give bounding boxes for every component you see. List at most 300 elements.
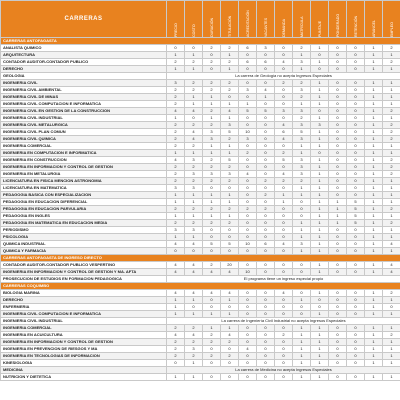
value-cell: 1	[185, 192, 203, 199]
value-cell: 0	[239, 122, 257, 129]
value-cell: 5	[221, 157, 239, 164]
table-row	[1, 122, 400, 129]
value-cell: 1	[365, 353, 383, 360]
value-cell: 2	[293, 45, 311, 52]
value-cell: 0	[239, 311, 257, 318]
value-cell: 0	[239, 290, 257, 297]
value-cell: 2	[203, 262, 221, 269]
value-cell: 0	[329, 171, 347, 178]
value-cell: 1	[257, 94, 275, 101]
career-name: INGENIERIA EN TECNOLOGIAS DE INFORMACION	[1, 353, 167, 360]
table-row	[1, 367, 400, 374]
value-cell: 1	[383, 297, 400, 304]
value-cell: 0	[347, 122, 365, 129]
value-cell: 0	[347, 129, 365, 136]
value-cell: 0	[275, 164, 293, 171]
value-cell: 2	[221, 206, 239, 213]
career-name: PEDAGOGIA EN EDUCACION DIFERENCIAL	[1, 199, 167, 206]
value-cell: 1	[365, 185, 383, 192]
career-name: PSICOLOGIA	[1, 234, 167, 241]
value-cell: 0	[221, 248, 239, 255]
value-cell: 0	[275, 87, 293, 94]
value-cell: 0	[293, 213, 311, 220]
value-cell: 1	[365, 66, 383, 73]
column-header	[275, 1, 293, 38]
value-cell: 0	[329, 241, 347, 248]
value-cell: 0	[275, 206, 293, 213]
value-cell: 0	[257, 122, 275, 129]
column-header	[293, 1, 311, 38]
value-cell: 0	[257, 66, 275, 73]
value-cell: 0	[239, 94, 257, 101]
value-cell: 2	[167, 94, 185, 101]
value-cell: 0	[275, 353, 293, 360]
value-cell: 0	[347, 45, 365, 52]
value-cell: 2	[203, 332, 221, 339]
value-cell: 3	[293, 171, 311, 178]
value-cell: 2	[383, 45, 400, 52]
value-cell: 1	[365, 171, 383, 178]
row-note: El programa tiene un ingreso especial propio	[167, 276, 400, 283]
value-cell: 0	[257, 80, 275, 87]
value-cell: 1	[365, 122, 383, 129]
value-cell: 1	[221, 297, 239, 304]
value-cell: 2	[185, 122, 203, 129]
value-cell: 6	[239, 45, 257, 52]
value-cell: 1	[203, 101, 221, 108]
value-cell: 0	[347, 150, 365, 157]
value-cell: 0	[329, 80, 347, 87]
value-cell: 4	[185, 269, 203, 276]
value-cell: 2	[185, 164, 203, 171]
value-cell: 1	[383, 311, 400, 318]
table-row	[1, 353, 400, 360]
column-header	[365, 1, 383, 38]
value-cell: 1	[203, 94, 221, 101]
table-row	[1, 234, 400, 241]
table-row	[1, 304, 400, 311]
career-name: GEOLOGIA	[1, 73, 167, 80]
value-cell: 2	[167, 136, 185, 143]
value-cell: 2	[203, 220, 221, 227]
value-cell: 1	[185, 374, 203, 381]
value-cell: 10	[239, 241, 257, 248]
table-row	[1, 94, 400, 101]
value-cell: 5	[293, 129, 311, 136]
table-row	[1, 73, 400, 80]
value-cell: 0	[347, 171, 365, 178]
value-cell: 1	[383, 234, 400, 241]
value-cell: 1	[365, 220, 383, 227]
value-cell: 0	[329, 346, 347, 353]
value-cell: 2	[185, 87, 203, 94]
value-cell: 0	[275, 227, 293, 234]
value-cell: 1	[311, 115, 329, 122]
value-cell: 0	[329, 59, 347, 66]
value-cell: 0	[239, 325, 257, 332]
value-cell: 0	[347, 297, 365, 304]
value-cell: 1	[185, 150, 203, 157]
value-cell: 2	[167, 339, 185, 346]
value-cell: 0	[329, 45, 347, 52]
value-cell: 1	[383, 353, 400, 360]
value-cell: 0	[203, 234, 221, 241]
value-cell: 0	[329, 185, 347, 192]
row-note: La carrera de Ingeniería Civil Industrial no acepta Ingresos Especiales	[167, 318, 400, 325]
value-cell: 1	[293, 234, 311, 241]
value-cell: 1	[293, 339, 311, 346]
value-cell: 0	[257, 136, 275, 143]
value-cell: 6	[257, 241, 275, 248]
value-cell: 0	[329, 150, 347, 157]
value-cell: 3	[185, 171, 203, 178]
table-row	[1, 332, 400, 339]
value-cell: 1	[311, 206, 329, 213]
value-cell: 0	[185, 248, 203, 255]
value-cell: 0	[347, 157, 365, 164]
value-cell: 1	[311, 332, 329, 339]
section-label: CARRERAS ANTOFAGASTA	[1, 38, 400, 45]
value-cell: 0	[257, 227, 275, 234]
value-cell: 2	[257, 178, 275, 185]
column-header-label: ACREDITACIÓN	[245, 10, 250, 37]
value-cell: 0	[329, 227, 347, 234]
career-name: PERIODISMO	[1, 227, 167, 234]
value-cell: 1	[383, 248, 400, 255]
value-cell: 1	[311, 192, 329, 199]
career-name: INGENIERIA COMERCIAL	[1, 325, 167, 332]
career-name: INGENIERIA CIVIL INDUSTRIAL	[1, 115, 167, 122]
table-row	[1, 80, 400, 87]
value-cell: 3	[293, 157, 311, 164]
value-cell: 0	[347, 87, 365, 94]
value-cell: 0	[257, 290, 275, 297]
value-cell: 2	[383, 332, 400, 339]
value-cell: 0	[239, 297, 257, 304]
value-cell: 1	[185, 66, 203, 73]
value-cell: 1	[167, 213, 185, 220]
value-cell: 0	[275, 339, 293, 346]
table-row	[1, 150, 400, 157]
value-cell: 1	[221, 66, 239, 73]
value-cell: 1	[365, 178, 383, 185]
value-cell: 0	[203, 297, 221, 304]
value-cell: 2	[293, 94, 311, 101]
value-cell: 0	[347, 234, 365, 241]
value-cell: 2	[185, 220, 203, 227]
career-name: INGENIERIA CIVIL INDUSTRIAL	[1, 318, 167, 325]
value-cell: 3	[293, 241, 311, 248]
value-cell: 4	[275, 290, 293, 297]
value-cell: 0	[275, 52, 293, 59]
value-cell: 0	[275, 185, 293, 192]
value-cell: 1	[185, 199, 203, 206]
career-name: ANALISTA QUIMICO	[1, 45, 167, 52]
value-cell: 3	[167, 185, 185, 192]
career-name: CONTADOR AUDITOR-CONTADOR PUBLICO	[1, 59, 167, 66]
value-cell: 0	[257, 374, 275, 381]
value-cell: 0	[329, 339, 347, 346]
value-cell: 0	[347, 59, 365, 66]
value-cell: 1	[365, 59, 383, 66]
value-cell: 4	[239, 346, 257, 353]
value-cell: 1	[383, 87, 400, 94]
value-cell: 0	[293, 290, 311, 297]
table-row	[1, 311, 400, 318]
value-cell: 0	[347, 108, 365, 115]
value-cell: 4	[167, 262, 185, 269]
value-cell: 0	[239, 304, 257, 311]
career-name: INGENIERIA EN METALURGIA	[1, 171, 167, 178]
value-cell: 1	[365, 157, 383, 164]
value-cell: 0	[329, 353, 347, 360]
value-cell: 0	[329, 297, 347, 304]
value-cell: 0	[329, 234, 347, 241]
table-row	[1, 185, 400, 192]
value-cell: 0	[293, 311, 311, 318]
value-cell: 2	[203, 157, 221, 164]
value-cell: 2	[185, 353, 203, 360]
value-cell: 0	[275, 115, 293, 122]
value-cell: 0	[275, 304, 293, 311]
value-cell: 1	[311, 220, 329, 227]
value-cell: 0	[329, 87, 347, 94]
value-cell: 2	[203, 164, 221, 171]
value-cell: 3	[185, 185, 203, 192]
value-cell: 3	[293, 87, 311, 94]
value-cell: 3	[257, 45, 275, 52]
value-cell: 0	[329, 115, 347, 122]
value-cell: 0	[185, 45, 203, 52]
value-cell: 2	[167, 325, 185, 332]
value-cell: 1	[203, 150, 221, 157]
value-cell: 0	[257, 360, 275, 367]
value-cell: 1	[383, 143, 400, 150]
value-cell: 1	[365, 241, 383, 248]
value-cell: 3	[203, 136, 221, 143]
value-cell: 1	[311, 213, 329, 220]
value-cell: 10	[239, 269, 257, 276]
career-name: LICENCIATURA EN MATEMATICA	[1, 185, 167, 192]
table-row	[1, 136, 400, 143]
value-cell: 0	[329, 122, 347, 129]
value-cell: 0	[347, 178, 365, 185]
value-cell: 1	[167, 374, 185, 381]
value-cell: 4	[239, 171, 257, 178]
value-cell: 1	[365, 192, 383, 199]
value-cell: 1	[185, 234, 203, 241]
value-cell: 1	[167, 115, 185, 122]
table-row	[1, 360, 400, 367]
value-cell: 1	[203, 192, 221, 199]
value-cell: 5	[347, 199, 365, 206]
value-cell: 0	[167, 360, 185, 367]
table-row	[1, 164, 400, 171]
table-row	[1, 52, 400, 59]
section-header-row	[1, 38, 400, 45]
value-cell: 0	[239, 157, 257, 164]
value-cell: 0	[329, 269, 347, 276]
value-cell: 0	[311, 52, 329, 59]
value-cell: 0	[239, 192, 257, 199]
value-cell: 2	[383, 206, 400, 213]
value-cell: 0	[311, 150, 329, 157]
value-cell: 1	[293, 332, 311, 339]
section-label: CARRERAS ANTOFAGASTA DE INGRESO DIRECTO	[1, 255, 400, 262]
value-cell: 2	[239, 206, 257, 213]
value-cell: 0	[293, 262, 311, 269]
value-cell: 2	[383, 59, 400, 66]
value-cell: 1	[365, 290, 383, 297]
value-cell: 2	[203, 339, 221, 346]
value-cell: 4	[185, 108, 203, 115]
value-cell: 1	[221, 325, 239, 332]
value-cell: 2	[185, 59, 203, 66]
value-cell: 0	[239, 143, 257, 150]
column-header-label: VACANTES	[263, 17, 268, 37]
value-cell: 1	[203, 199, 221, 206]
value-cell: 4	[383, 262, 400, 269]
career-name: DERECHO	[1, 297, 167, 304]
value-cell: 0	[221, 374, 239, 381]
value-cell: 1	[293, 150, 311, 157]
value-cell: 0	[347, 248, 365, 255]
value-cell: 1	[185, 101, 203, 108]
value-cell: 0	[239, 262, 257, 269]
column-header-label: ARANCEL	[371, 20, 376, 37]
value-cell: 0	[239, 220, 257, 227]
table-row	[1, 199, 400, 206]
value-cell: 1	[311, 185, 329, 192]
value-cell: 1	[167, 311, 185, 318]
value-cell: 0	[347, 164, 365, 171]
career-name: INGENIERIA EN CONSTRUCCION	[1, 157, 167, 164]
value-cell: 1	[365, 262, 383, 269]
value-cell: 0	[221, 304, 239, 311]
value-cell: 1	[311, 129, 329, 136]
value-cell: 0	[329, 290, 347, 297]
value-cell: 0	[275, 101, 293, 108]
value-cell: 0	[257, 115, 275, 122]
value-cell: 2	[185, 206, 203, 213]
value-cell: 1	[275, 192, 293, 199]
table-row	[1, 374, 400, 381]
career-name: PROSECUCION DE ESTUDIOS EN FORMACION PEDAGOGICA	[1, 276, 167, 283]
value-cell: 0	[293, 199, 311, 206]
value-cell: 1	[383, 66, 400, 73]
value-cell: 1	[365, 206, 383, 213]
career-name: MEDICINA	[1, 367, 167, 374]
value-cell: 1	[365, 129, 383, 136]
value-cell: 1	[185, 311, 203, 318]
value-cell: 2	[203, 45, 221, 52]
value-cell: 0	[347, 325, 365, 332]
value-cell: 0	[311, 297, 329, 304]
column-header-label: TITULACIÓN	[227, 15, 232, 37]
value-cell: 0	[275, 346, 293, 353]
value-cell: 0	[329, 157, 347, 164]
value-cell: 0	[257, 129, 275, 136]
value-cell: 2	[203, 178, 221, 185]
value-cell: 2	[293, 115, 311, 122]
value-cell: 0	[257, 311, 275, 318]
value-cell: 0	[257, 353, 275, 360]
value-cell: 1	[311, 171, 329, 178]
value-cell: 0	[257, 304, 275, 311]
value-cell: 1	[167, 297, 185, 304]
value-cell: 1	[365, 234, 383, 241]
table-row	[1, 241, 400, 248]
value-cell: 1	[383, 325, 400, 332]
value-cell: 1	[329, 206, 347, 213]
value-cell: 0	[347, 353, 365, 360]
value-cell: 1	[293, 143, 311, 150]
career-name: INGENIERIA EN INFORMACION Y CONTROL DE GESTION Y MA. AFTA	[1, 269, 167, 276]
value-cell: 0	[221, 360, 239, 367]
value-cell: 4	[275, 122, 293, 129]
value-cell: 2	[167, 220, 185, 227]
value-cell: 0	[275, 269, 293, 276]
value-cell: 1	[329, 213, 347, 220]
value-cell: 0	[257, 157, 275, 164]
value-cell: 2	[167, 206, 185, 213]
value-cell: 0	[239, 248, 257, 255]
value-cell: 4	[167, 241, 185, 248]
value-cell: 0	[347, 143, 365, 150]
value-cell: 1	[293, 353, 311, 360]
value-cell: 2	[383, 136, 400, 143]
table-row	[1, 66, 400, 73]
value-cell: 1	[311, 143, 329, 150]
value-cell: 0	[221, 94, 239, 101]
value-cell: 0	[257, 150, 275, 157]
value-cell: 1	[365, 136, 383, 143]
section-header-row	[1, 283, 400, 290]
value-cell: 1	[311, 178, 329, 185]
value-cell: 2	[383, 290, 400, 297]
value-cell: 2	[203, 87, 221, 94]
table-body	[1, 38, 400, 381]
value-cell: 0	[239, 185, 257, 192]
career-name: PEDAGOGIA EN EDUCACION PARVULARIA	[1, 206, 167, 213]
value-cell: 1	[365, 45, 383, 52]
value-cell: 1	[365, 332, 383, 339]
value-cell: 0	[329, 304, 347, 311]
table-row	[1, 101, 400, 108]
value-cell: 0	[203, 346, 221, 353]
value-cell: 0	[257, 164, 275, 171]
value-cell: 0	[275, 360, 293, 367]
value-cell: 4	[167, 290, 185, 297]
value-cell: 0	[239, 80, 257, 87]
value-cell: 0	[257, 332, 275, 339]
value-cell: 3	[203, 129, 221, 136]
value-cell: 1	[311, 262, 329, 269]
value-cell: 0	[185, 304, 203, 311]
value-cell: 0	[239, 353, 257, 360]
value-cell: 0	[239, 234, 257, 241]
value-cell: 1	[311, 234, 329, 241]
value-cell: 1	[365, 227, 383, 234]
value-cell: 0	[257, 325, 275, 332]
value-cell: 2	[185, 80, 203, 87]
value-cell: 1	[383, 150, 400, 157]
value-cell: 2	[239, 150, 257, 157]
value-cell: 1	[221, 213, 239, 220]
table-row	[1, 262, 400, 269]
value-cell: 4	[221, 332, 239, 339]
value-cell: 1	[311, 157, 329, 164]
